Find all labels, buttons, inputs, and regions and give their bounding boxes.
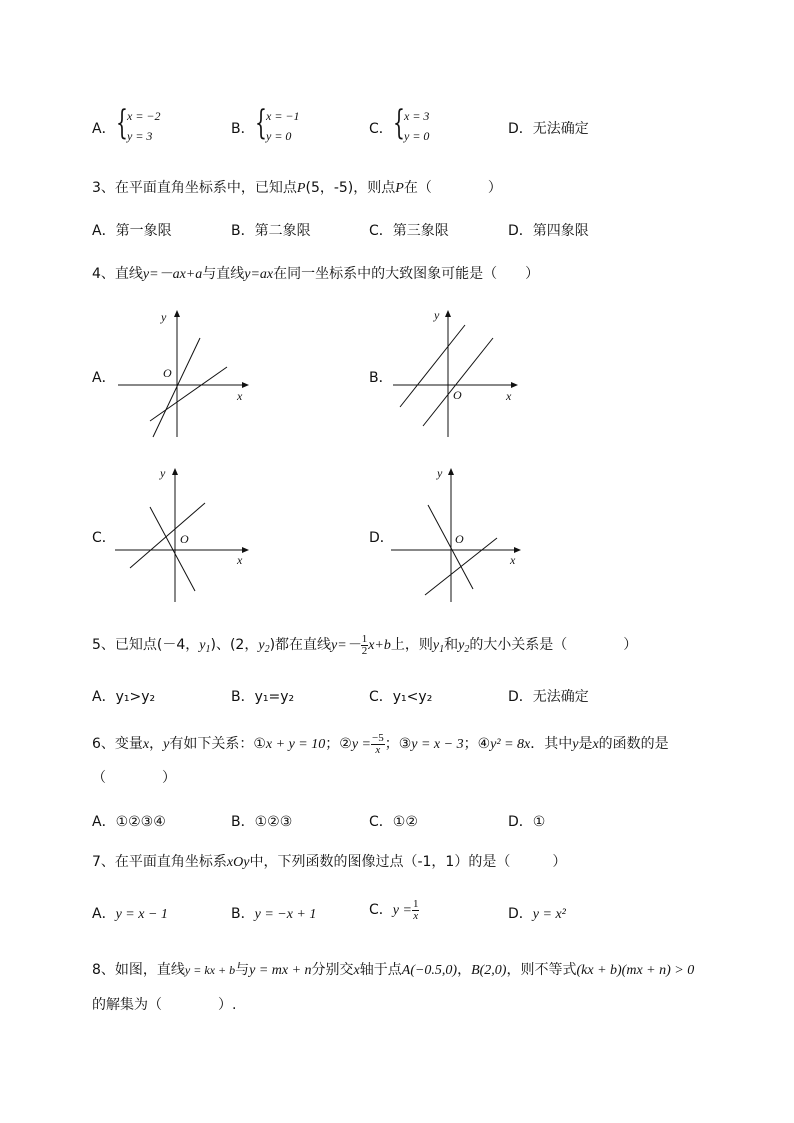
question-text: ， [149, 736, 164, 752]
q2-option-c-brace: { [393, 103, 405, 143]
question-text: ；② [325, 736, 352, 752]
math-var: x [142, 737, 150, 752]
question-6 [92, 730, 669, 759]
graph-b [385, 305, 535, 445]
q7-option-a [92, 903, 168, 923]
question-text: 与 [235, 962, 250, 978]
option-label: D． [508, 906, 533, 922]
math-expr: B(2,0) [471, 963, 507, 978]
q7-option-b [231, 903, 316, 923]
question-3 [92, 177, 502, 197]
math-expr: x + y = 10 [265, 737, 326, 752]
option-label: B． [231, 121, 255, 137]
math-expr: y = x² [532, 907, 566, 922]
question-text: 在（ ） [403, 180, 502, 196]
question-text: 8、如图，直线 [92, 962, 185, 978]
math-var: x [592, 737, 599, 752]
math-expr: (kx + b)(mx + n) > 0 [576, 963, 695, 978]
q2-option-b-system [266, 106, 300, 146]
math-sub: 1 [439, 644, 445, 655]
line-2 [425, 538, 497, 595]
math-var: P [395, 181, 404, 196]
option-label: A． [92, 121, 116, 137]
q7-option-c [369, 896, 419, 925]
q3-option-c: C．第三象限 [369, 223, 449, 239]
axis-x-label: x [510, 553, 516, 567]
origin-label: O [180, 532, 189, 546]
question-text: 5、已知点(－4， [92, 637, 200, 653]
graph-b-label: B． [369, 370, 393, 386]
graph-c-label: C． [92, 530, 116, 546]
denominator: x [375, 743, 381, 756]
q6-option-c: C．①② [369, 814, 418, 830]
option-text: 无法确定 [532, 121, 589, 137]
axis-y-label: y [160, 466, 166, 480]
math-var: y [163, 737, 170, 752]
denominator: 2 [361, 644, 368, 657]
origin-label: O [163, 366, 172, 380]
q3-option-a: A．第一象限 [92, 223, 172, 239]
math-expr: y = x − 1 [115, 907, 168, 922]
graph-a [110, 305, 260, 445]
question-5 [92, 632, 637, 663]
question-text: 6、变量 [92, 736, 143, 752]
math-expr: y=－ax+a [142, 267, 203, 282]
option-label: C． [369, 902, 393, 918]
question-text: 在同一坐标系中的大致图象可能是（ ） [273, 266, 540, 282]
axis-y-label: y [437, 466, 443, 480]
line-1 [130, 503, 205, 568]
option-label: B． [231, 906, 255, 922]
math-expr: A(−0.5,0) [401, 963, 458, 978]
question-text: )、(2， [210, 637, 259, 653]
axis-y-label: y [434, 308, 440, 322]
graph-d [385, 465, 535, 605]
math-var: y [432, 638, 440, 653]
q6-option-d: D．① [508, 814, 546, 830]
question-text: 7、在平面直角坐标系 [92, 854, 227, 870]
option-label: C． [369, 121, 393, 137]
question-6-line2: （ ） [92, 770, 176, 786]
math-var: y [572, 737, 579, 752]
math-expr: y = [351, 737, 371, 752]
math-sub: 1 [205, 644, 211, 655]
axis-x-label: x [506, 389, 512, 403]
numerator: 1 [361, 632, 368, 645]
question-text: ，则不等式 [506, 962, 577, 978]
question-text: ．其中 [530, 736, 573, 752]
math-var: x [353, 963, 360, 978]
question-text: 有如下关系：① [169, 736, 266, 752]
question-8-line2: 的解集为（ ）. [92, 997, 237, 1013]
math-var: y [258, 638, 265, 653]
question-text: )都在直线 [269, 637, 332, 653]
question-text: 中，下列函数的图像过点（-1，1）的是（ ） [249, 854, 567, 870]
question-text: ， [457, 962, 472, 978]
q2-option-c [369, 118, 393, 138]
line-2 [423, 338, 493, 426]
question-text: ；③ [384, 736, 412, 752]
fraction [371, 733, 385, 756]
graph-c [110, 465, 260, 605]
math-var: y [199, 638, 206, 653]
question-text: 轴于点 [359, 962, 402, 978]
equation: x = 3 [404, 109, 430, 123]
q6-option-a: A．①②③④ [92, 814, 166, 830]
math-expr: y² = 8x [490, 737, 531, 752]
origin-label: O [453, 388, 462, 402]
q5-option-c: C．y₁<y₂ [369, 689, 433, 705]
q2-option-a [92, 118, 116, 138]
question-text: 分别交 [311, 962, 354, 978]
axis-y-label: y [161, 310, 167, 324]
question-text: 上，则 [390, 637, 433, 653]
option-label: A． [92, 906, 116, 922]
math-expr: y = kx + b [184, 963, 236, 977]
math-sub: 2 [464, 644, 470, 655]
question-7 [92, 851, 566, 871]
q2-option-b-brace: { [255, 103, 267, 143]
math-expr: y=ax [244, 267, 274, 282]
line-2 [150, 507, 195, 591]
origin-label: O [455, 532, 464, 546]
fraction [412, 899, 420, 922]
numerator: 1 [412, 897, 419, 910]
question-4 [92, 263, 539, 283]
graph-d-label: D． [369, 530, 394, 546]
option-label: D． [508, 121, 533, 137]
q2-option-a-brace: { [116, 103, 128, 143]
equation: x = −1 [266, 109, 300, 123]
math-expr: xOy [226, 855, 250, 870]
axis-x-label: x [237, 553, 243, 567]
q3-option-d: D．第四象限 [508, 223, 589, 239]
math-var: P [296, 181, 306, 196]
question-text: 3、在平面直角坐标系中，已知点 [92, 180, 297, 196]
equation: y = 0 [404, 129, 430, 143]
equation: x = −2 [127, 109, 161, 123]
question-8 [92, 959, 694, 979]
q2-option-a-system [127, 106, 161, 146]
math-expr: y=－ [331, 638, 361, 653]
q2-option-d [508, 118, 589, 138]
math-expr: y = mx + n [249, 963, 312, 978]
question-text: ；④ [463, 736, 491, 752]
math-expr: y = x − 3 [411, 737, 464, 752]
question-text: 的大小关系是（ ） [469, 637, 638, 653]
math-expr: y = [392, 903, 412, 918]
math-expr: x+b [368, 638, 391, 653]
q3-option-b: B．第二象限 [231, 223, 311, 239]
q6-option-b: B．①②③ [231, 814, 293, 830]
axis-x-label: x [237, 389, 243, 403]
equation: y = 3 [127, 129, 153, 143]
question-text: (5，-5)，则点 [305, 180, 396, 196]
denominator: x [413, 909, 419, 922]
question-text: 的函数的是 [598, 736, 669, 752]
graph-a-label: A． [92, 370, 116, 386]
equation: y = 0 [266, 129, 292, 143]
math-var: y [458, 638, 465, 653]
math-expr: y = −x + 1 [254, 907, 317, 922]
q5-option-b: B．y₁=y₂ [231, 689, 295, 705]
line-2 [150, 367, 227, 421]
question-text: 和 [444, 637, 459, 653]
q2-option-c-system [404, 106, 429, 146]
q2-option-b [231, 118, 255, 138]
question-text: 4、直线 [92, 266, 143, 282]
q5-option-a: A．y₁>y₂ [92, 689, 156, 705]
question-text: 与直线 [202, 266, 245, 282]
numerator: −5 [371, 731, 384, 744]
math-sub: 2 [264, 644, 270, 655]
q7-option-d [508, 903, 566, 923]
question-text: 是 [578, 736, 593, 752]
q5-option-d: D．无法确定 [508, 689, 589, 705]
